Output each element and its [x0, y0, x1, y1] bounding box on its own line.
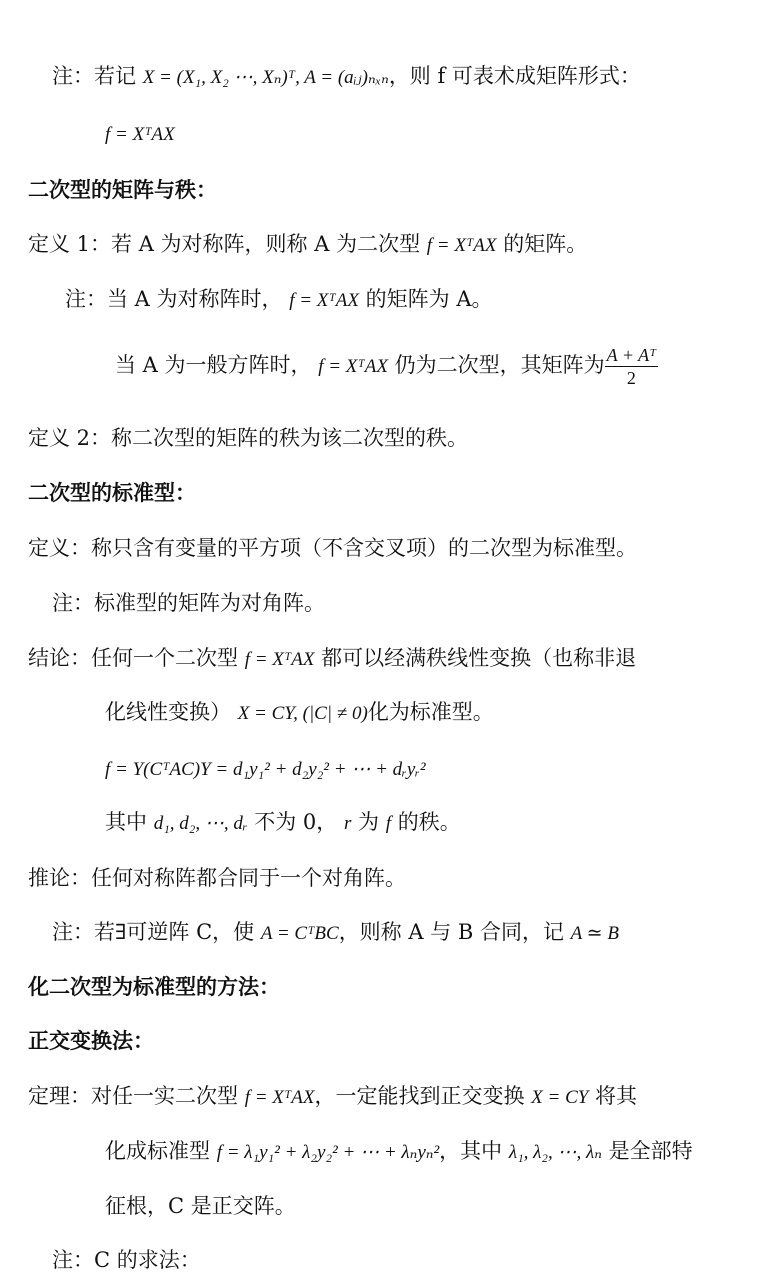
note-general-matrix: 当 A 为一般方阵时， f = XᵀAX 仍为二次型，其矩阵为 $\frac{\text{A + Aᵀ}}{2}$	[115, 345, 657, 388]
conclusion: 结论：任何一个二次型 f = XᵀAX 都可以经满秩线性变换（也称非退	[28, 646, 637, 670]
formula-f-xtax: f = XᵀAX	[105, 124, 175, 145]
theorem-continued: 化成标准型 f = λ₁y₁² + λ₂y₂² + ⋯ + λₙyₙ²，其中 λ₁, λ₂, ⋯, λₙ 是全部特	[105, 1139, 693, 1163]
note-symmetric-matrix: 注：当 A 为对称阵时， f = XᵀAX 的矩阵为 A。	[65, 287, 493, 311]
note-diagonal-matrix: 注：标准型的矩阵为对角阵。	[52, 591, 325, 615]
formula-standard-form-d: f = Y(CᵀAC)Y = d₁y₁² + d₂y₂² + ⋯ + dᵣyᵣ²	[105, 759, 426, 780]
where-clause: 其中 d₁, d₂, ⋯, dᵣ 不为 0， r 为 f 的秩。	[105, 810, 461, 834]
formula-x-a-definition: X = (X₁, X₂ ⋯, Xₙ)ᵀ, A = (aᵢⱼ)ₙₓₙ	[142, 67, 389, 88]
note-congruence: 注：若∃可逆阵 C，使 A = CᵀBC，则称 A 与 B 合同，记 A ≃ B	[52, 920, 619, 944]
definition-1: 定义 1：若 A 为对称阵，则称 A 为二次型 f = XᵀAX 的矩阵。	[28, 232, 588, 256]
corollary: 推论：任何对称阵都合同于一个对角阵。	[28, 866, 406, 890]
heading-standard-form: 二次型的标准型：	[28, 480, 196, 505]
theorem: 定理：对任一实二次型 f = XᵀAX，一定能找到正交变换 X = CY 将其	[28, 1084, 637, 1108]
note-matrix-form: 注：若记 X = (X₁, X₂ ⋯, Xₙ)ᵀ, A = (aᵢⱼ)ₙₓₙ，则 f 可表术成矩阵形式：	[52, 64, 641, 88]
heading-methods: 化二次型为标准型的方法：	[28, 974, 280, 999]
conclusion-continued: 化线性变换） X = CY, (|C| ≠ 0)化为标准型。	[105, 700, 494, 724]
fraction-a-plus-at-over-2: $\frac{\text{A + Aᵀ}}{2}$	[606, 345, 657, 388]
definition-2: 定义 2：称二次型的矩阵的秩为该二次型的秩。	[28, 426, 469, 450]
definition-standard-form: 定义：称只含有变量的平方项（不含交叉项）的二次型为标准型。	[28, 536, 637, 560]
theorem-end: 征根，C 是正交阵。	[105, 1194, 296, 1218]
heading-orthogonal-method: 正交变换法：	[28, 1028, 154, 1053]
heading-matrix-and-rank: 二次型的矩阵与秩：	[28, 177, 217, 202]
note-c-method: 注：C 的求法：	[52, 1248, 201, 1272]
